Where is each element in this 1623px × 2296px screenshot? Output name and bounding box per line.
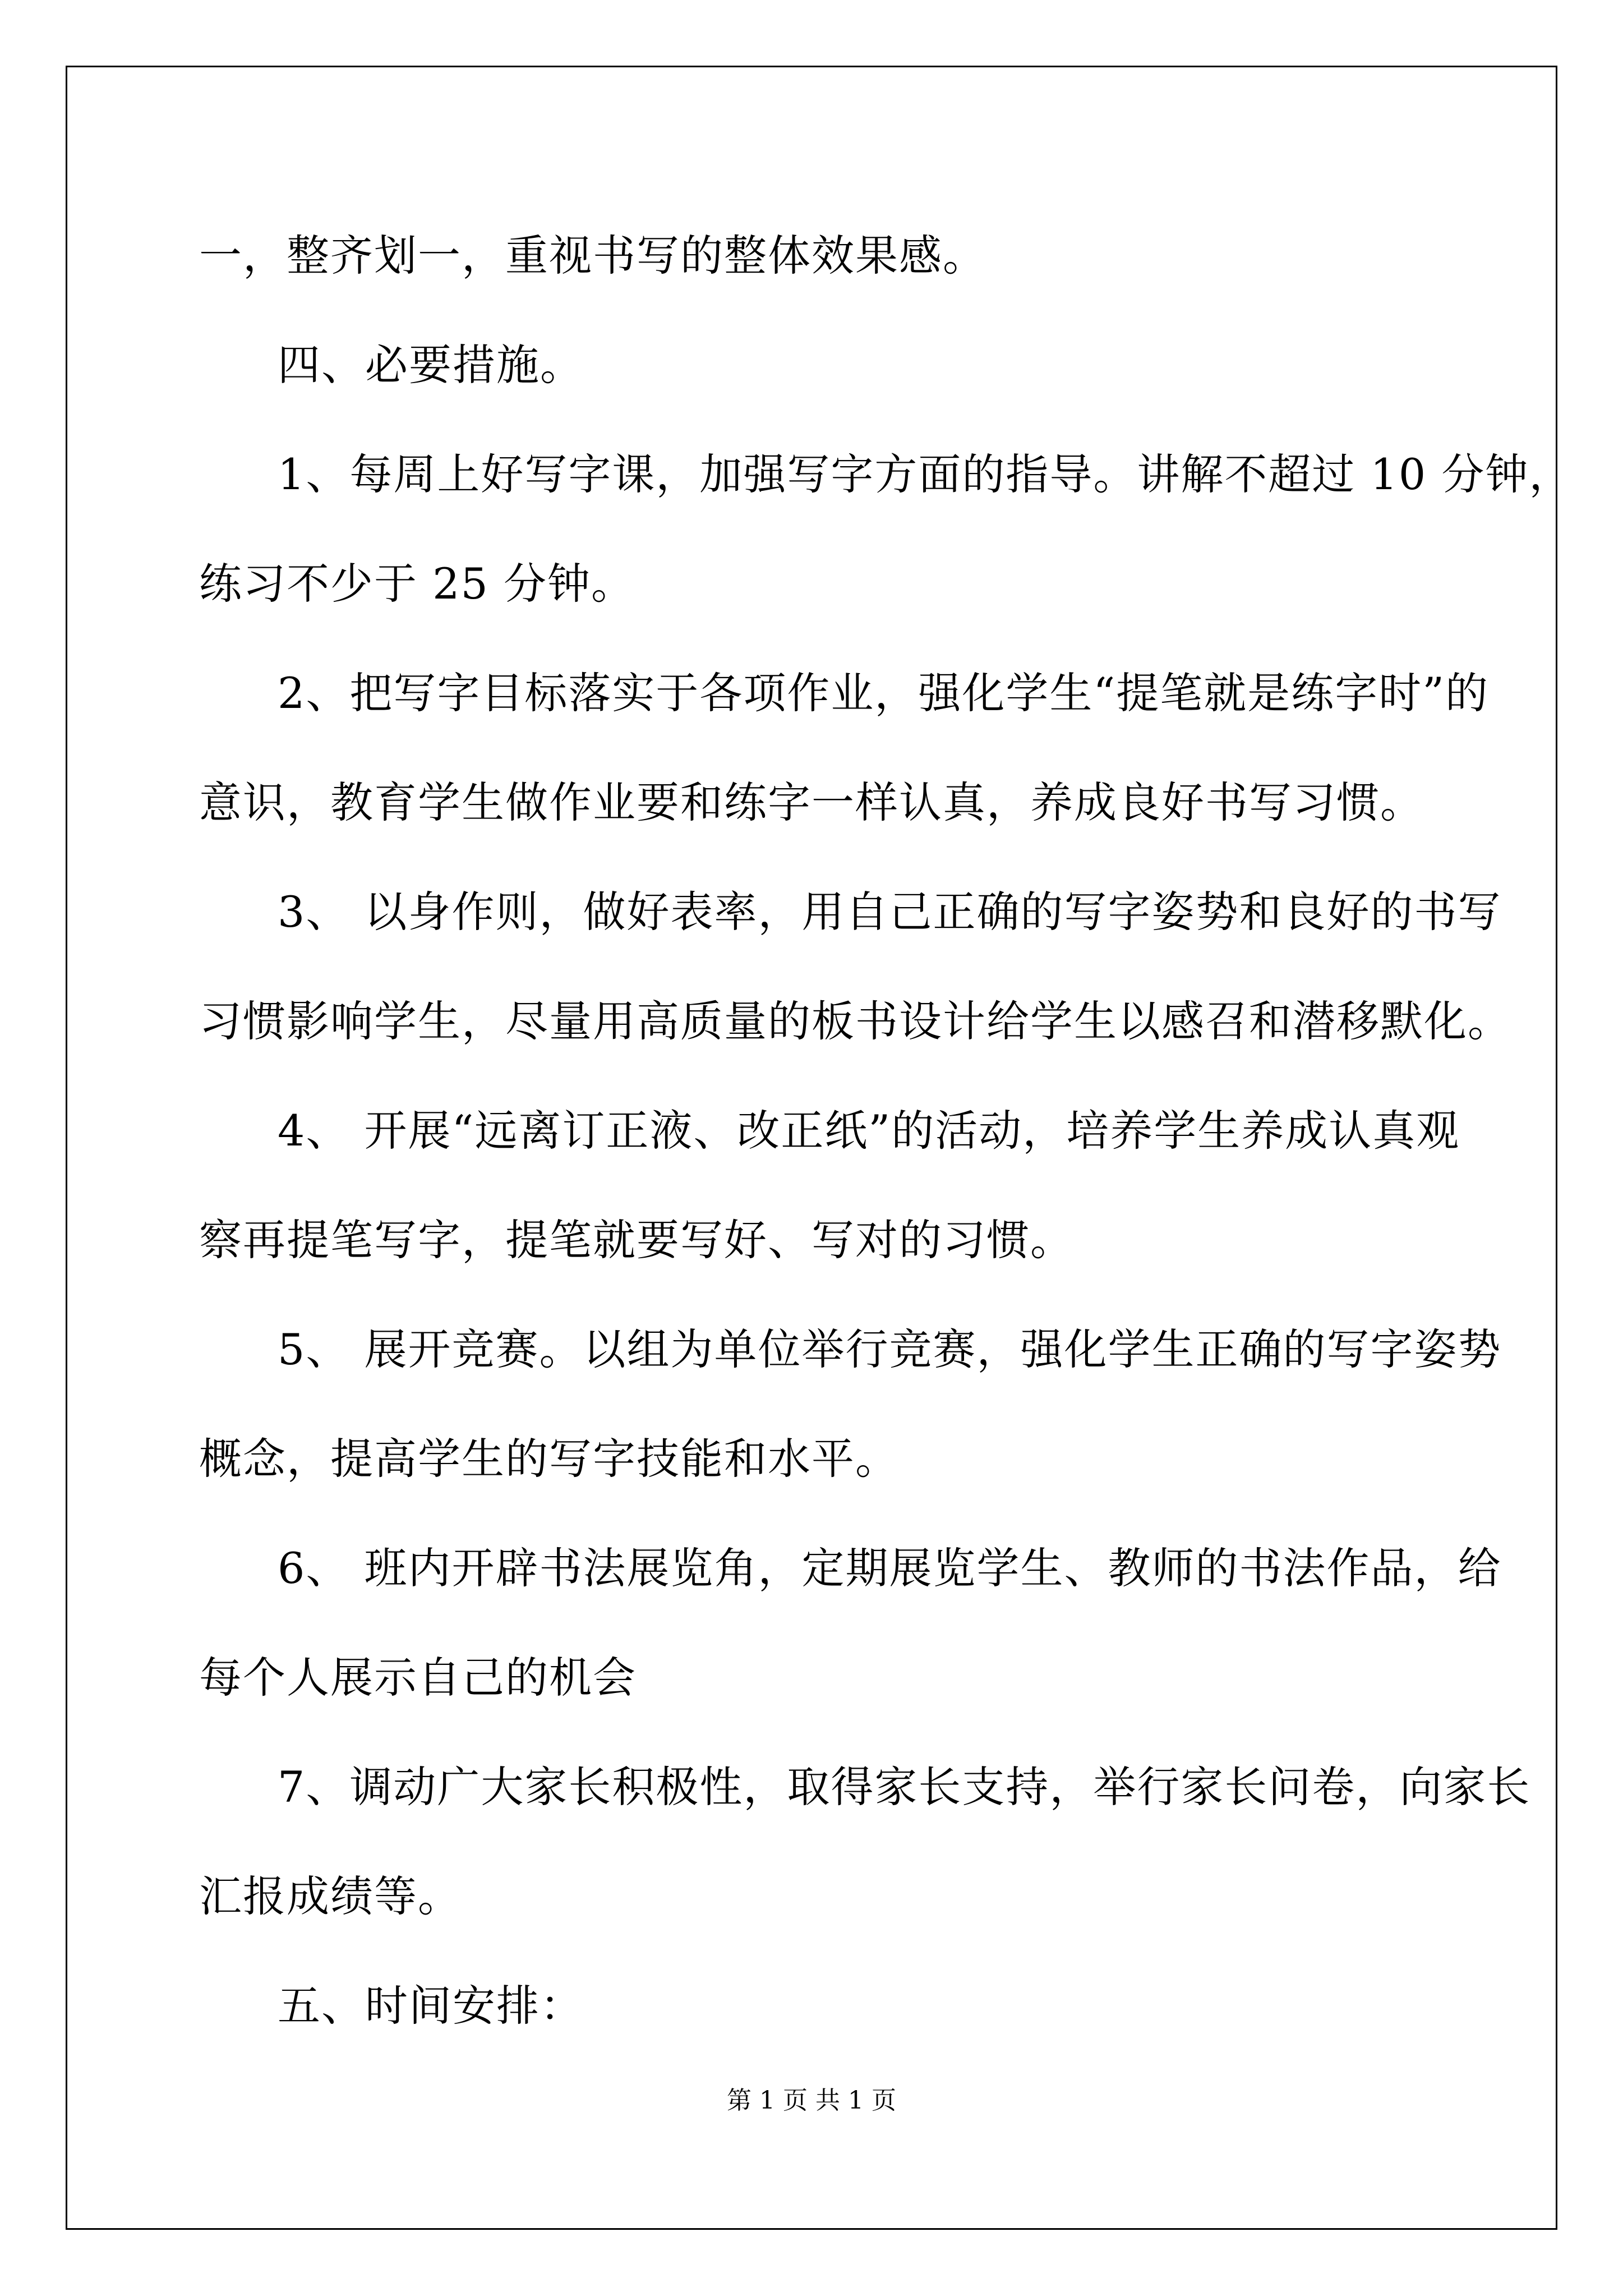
section-heading: 四、必要措施。 bbox=[278, 340, 584, 390]
page-footer: 第 1 页 共 1 页 bbox=[727, 2086, 896, 2115]
paragraph-line: 2、把写字目标落实于各项作业，强化学生“提笔就是练字时”的 bbox=[278, 668, 1490, 718]
paragraph-line: 习惯影响学生，尽量用高质量的板书设计给学生以感召和潜移默化。 bbox=[199, 996, 1511, 1046]
paragraph-line: 每个人展示自己的机会 bbox=[199, 1653, 637, 1703]
paragraph-line: 察再提笔写字，提笔就要写好、写对的习惯。 bbox=[199, 1215, 1074, 1265]
section-heading: 五、时间安排： bbox=[278, 1981, 584, 2031]
paragraph-line: 概念，提高学生的写字技能和水平。 bbox=[199, 1434, 899, 1484]
paragraph-line: 意识，教育学生做作业要和练字一样认真，养成良好书写习惯。 bbox=[199, 777, 1424, 827]
paragraph-line: 6、 班内开辟书法展览角，定期展览学生、教师的书法作品，给 bbox=[278, 1543, 1502, 1593]
paragraph-line: 一，整齐划一，重视书写的整体效果感。 bbox=[199, 231, 986, 280]
paragraph-line: 4、 开展“远离订正液、改正纸”的活动，培养学生养成认真观 bbox=[278, 1106, 1460, 1156]
paragraph-line: 5、 展开竞赛。以组为单位举行竞赛，强化学生正确的写字姿势 bbox=[278, 1324, 1502, 1374]
paragraph-line: 7、调动广大家长积极性，取得家长支持，举行家长问卷，向家长 bbox=[278, 1762, 1531, 1812]
paragraph-line: 汇报成绩等。 bbox=[199, 1871, 462, 1921]
paragraph-line: 1、每周上好写字课，加强写字方面的指导。讲解不超过 10 分钟， bbox=[278, 449, 1573, 499]
paragraph-line: 练习不少于 25 分钟。 bbox=[199, 559, 635, 609]
paragraph-line: 3、 以身作则，做好表率，用自己正确的写字姿势和良好的书写 bbox=[278, 887, 1502, 937]
